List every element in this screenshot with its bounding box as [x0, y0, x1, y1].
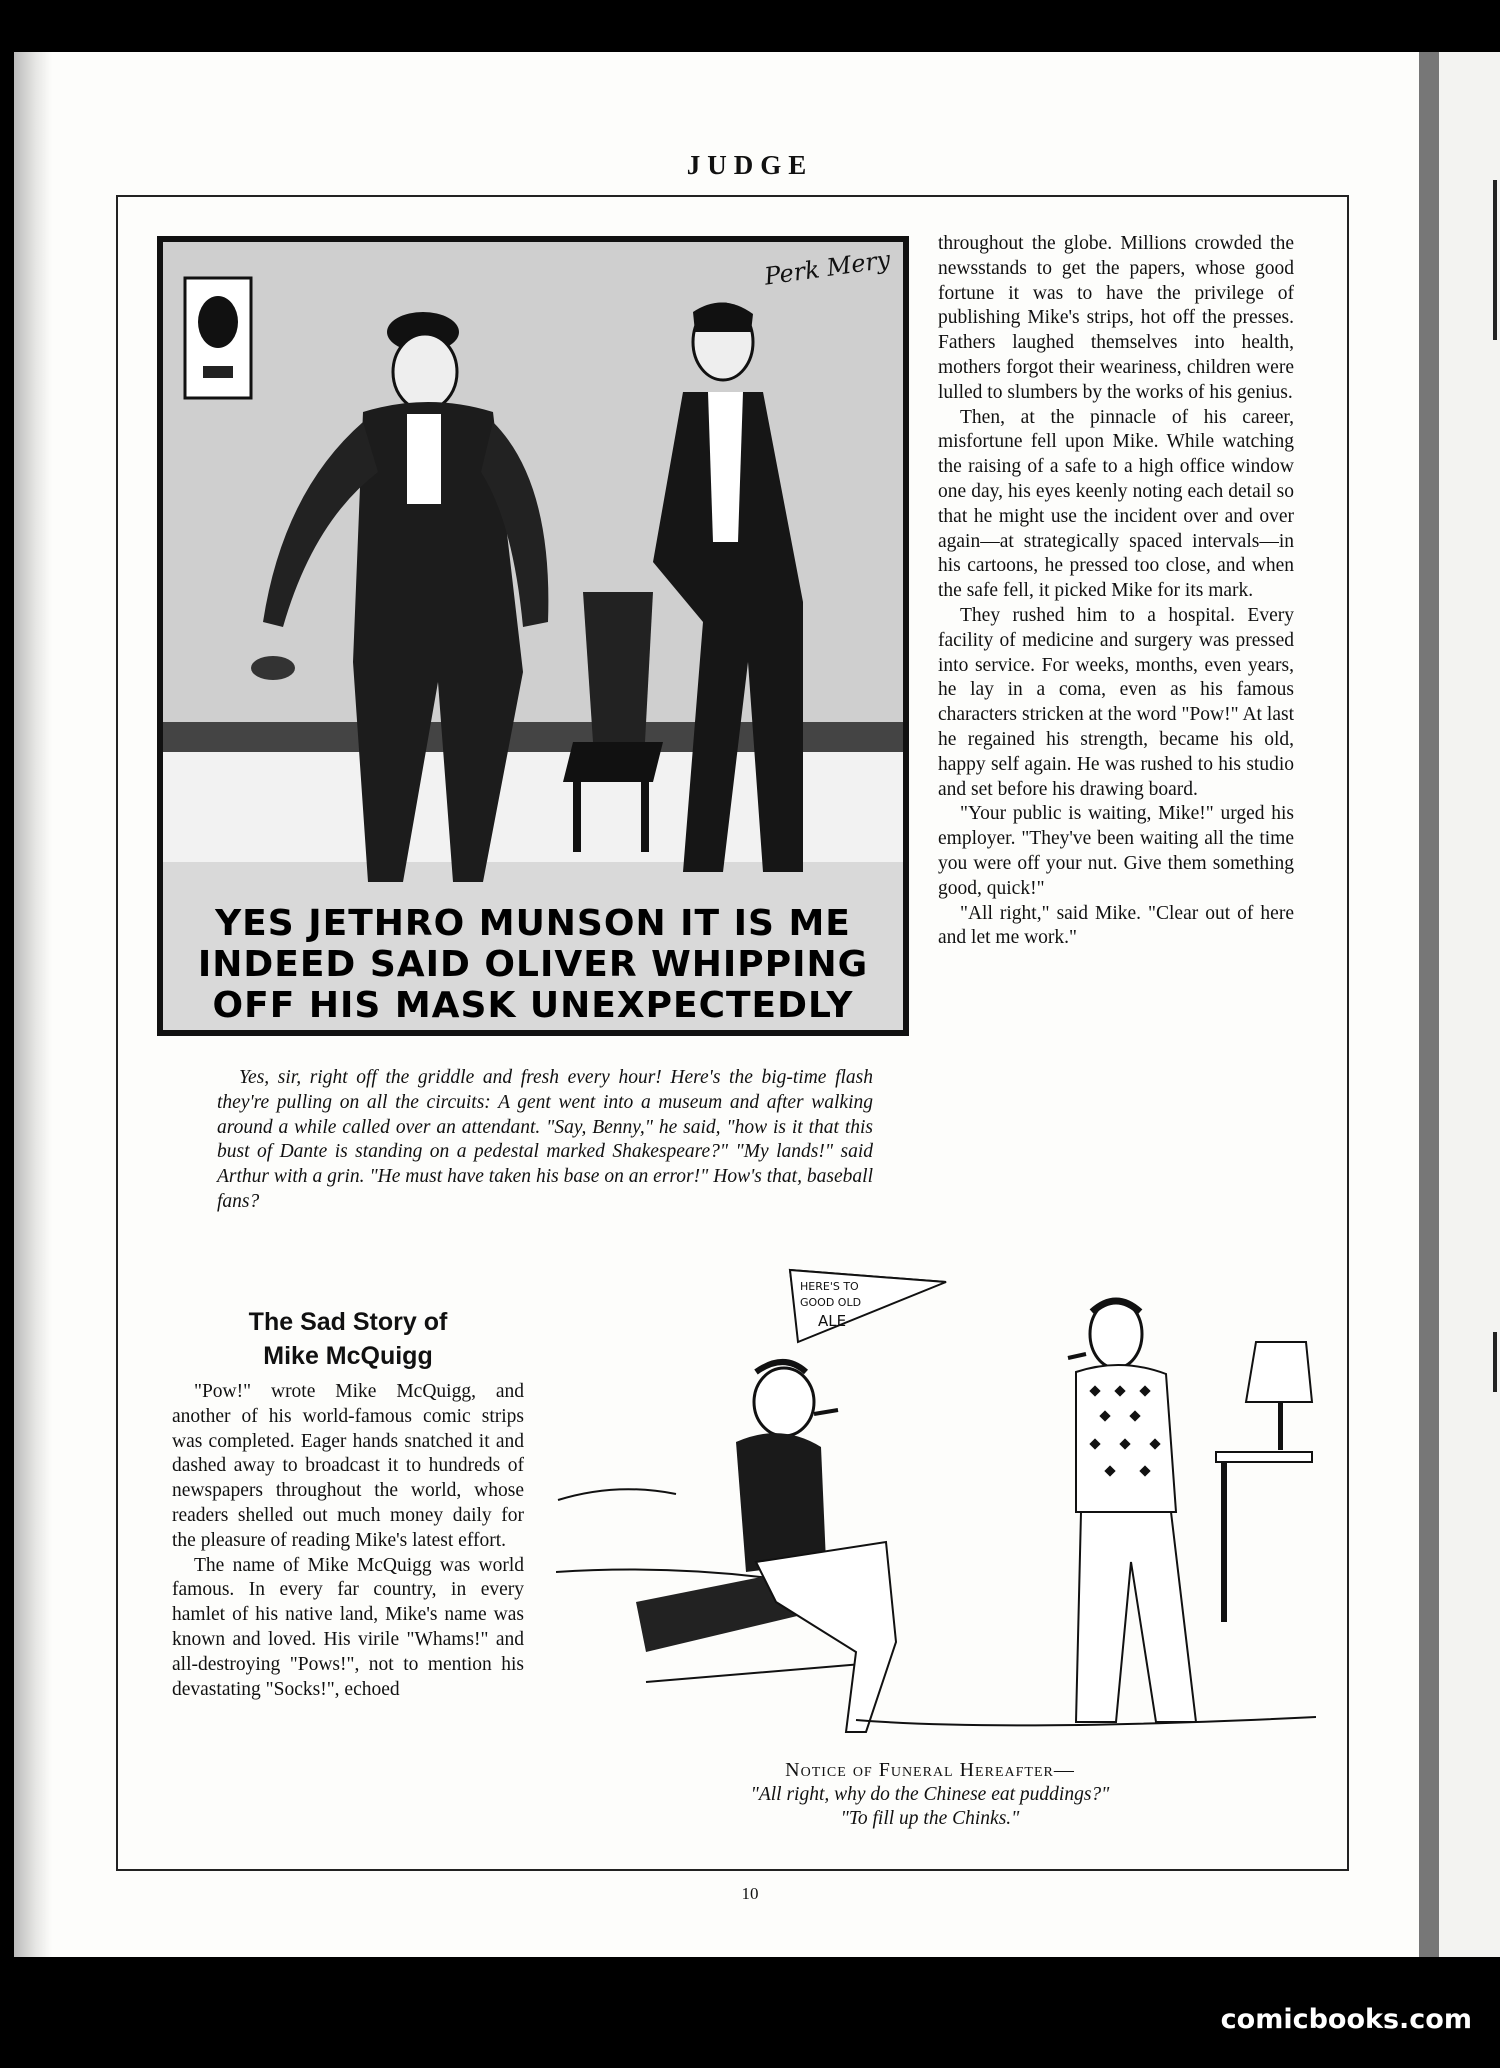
artist-signature: Perk Mery [762, 245, 893, 291]
adjacent-page-mark [1493, 1332, 1497, 1392]
right-column-paragraph: They rushed him to a hospital. Every facility of medicine and surgery was pressed into service. For weeks, months, even years, he lay in a coma, even as his famous characters stricken at the word "Pow!" At last he regained his strength, became his old, happy self again. He was rushed to his studio and set before his drawing board. [938, 604, 1294, 800]
pennant-text: HERE'S TO [800, 1280, 859, 1293]
right-column-text [938, 232, 1294, 951]
pennant-text: ALE [818, 1312, 847, 1330]
top-cartoon [157, 236, 909, 1036]
story-title [172, 1305, 524, 1373]
bottom-cartoon-illustration [556, 1262, 1316, 1752]
adjacent-page-mark [1493, 180, 1497, 340]
caption-heading: Notice of Funeral Hereafter— [785, 1759, 1075, 1781]
masthead-title: JUDGE [686, 150, 814, 180]
page-number: 10 [741, 1884, 759, 1903]
story-paragraph: "Pow!" wrote Mike McQuigg, and another of his world-famous comic strips was completed. Eager hands snatched it and dashed away to broadcast it to hundreds of newspapers throughout the world, whose readers shelled out much money daily for the pleasure of reading Mike's latest effort. [172, 1381, 524, 1551]
right-column-paragraph: "All right," said Mike. "Clear out of here and let me work." [938, 902, 1294, 949]
page-gutter-shadow [14, 52, 52, 1957]
caption-line: "To fill up the Chinks." [840, 1808, 1020, 1829]
story-title-line: The Sad Story of [248, 1308, 448, 1336]
page-edge-strip [1419, 52, 1439, 1957]
bottom-cartoon-caption [560, 1758, 1300, 1832]
pennant-text: GOOD OLD [800, 1296, 862, 1309]
top-cartoon-caption: YES JETHRO MUNSON IT IS ME INDEED SAID OLIVER WHIPPING OFF HIS MASK UNEXPECTEDLY [197, 903, 869, 1026]
watermark: comicbooks.com [1220, 2004, 1472, 2035]
story-paragraph: The name of Mike McQuigg was world famous. In every far country, in every hamlet of his native land, Mike's name was known and loved. His virile "Whams!" and all-destroying "Pows!", not to mention his devastating "Socks!", echoed [172, 1554, 524, 1700]
story-column [172, 1380, 524, 1702]
story-title-line: Mike McQuigg [263, 1342, 433, 1370]
adjacent-page [1439, 52, 1500, 1957]
joke-paragraph: Yes, sir, right off the griddle and fresh every hour! Here's the big-time flash they're pulling on all the circuits: A gent went into a museum and after walking around a while called over an attendant. "Say, Benny," he said, "how is it that this bust of Dante is standing on a pedestal marked Shakespeare?" "My lands!" said Arthur with a grin. "He must have taken his base on an error!" How's that, baseball fans? [217, 1067, 873, 1212]
caption-line: "All right, why do the Chinese eat puddings?" [750, 1783, 1110, 1805]
bottom-cartoon [556, 1262, 1316, 1752]
right-column-paragraph: "Your public is waiting, Mike!" urged his employer. "They've been waiting all the time you were off your nut. Give them something good, quick!" [938, 803, 1294, 899]
right-column-paragraph: throughout the globe. Millions crowded the newsstands to get the papers, whose good fortune it was to have the privilege of publishing Mike's strips, hot off the presses. Fathers laughed themselves into health, mothers forgot their weariness, children were lulled to slumbers by the works of his genius. [938, 233, 1294, 403]
right-column-paragraph: Then, at the pinnacle of his career, misfortune fell upon Mike. While watching the raising of a safe to a high office window one day, his eyes keenly noting each detail so that he might use the incident over and over again—at strategically spaced intervals—in his cartoons, he pressed too close, and when the safe fell, it picked Mike for its mark. [938, 406, 1294, 602]
